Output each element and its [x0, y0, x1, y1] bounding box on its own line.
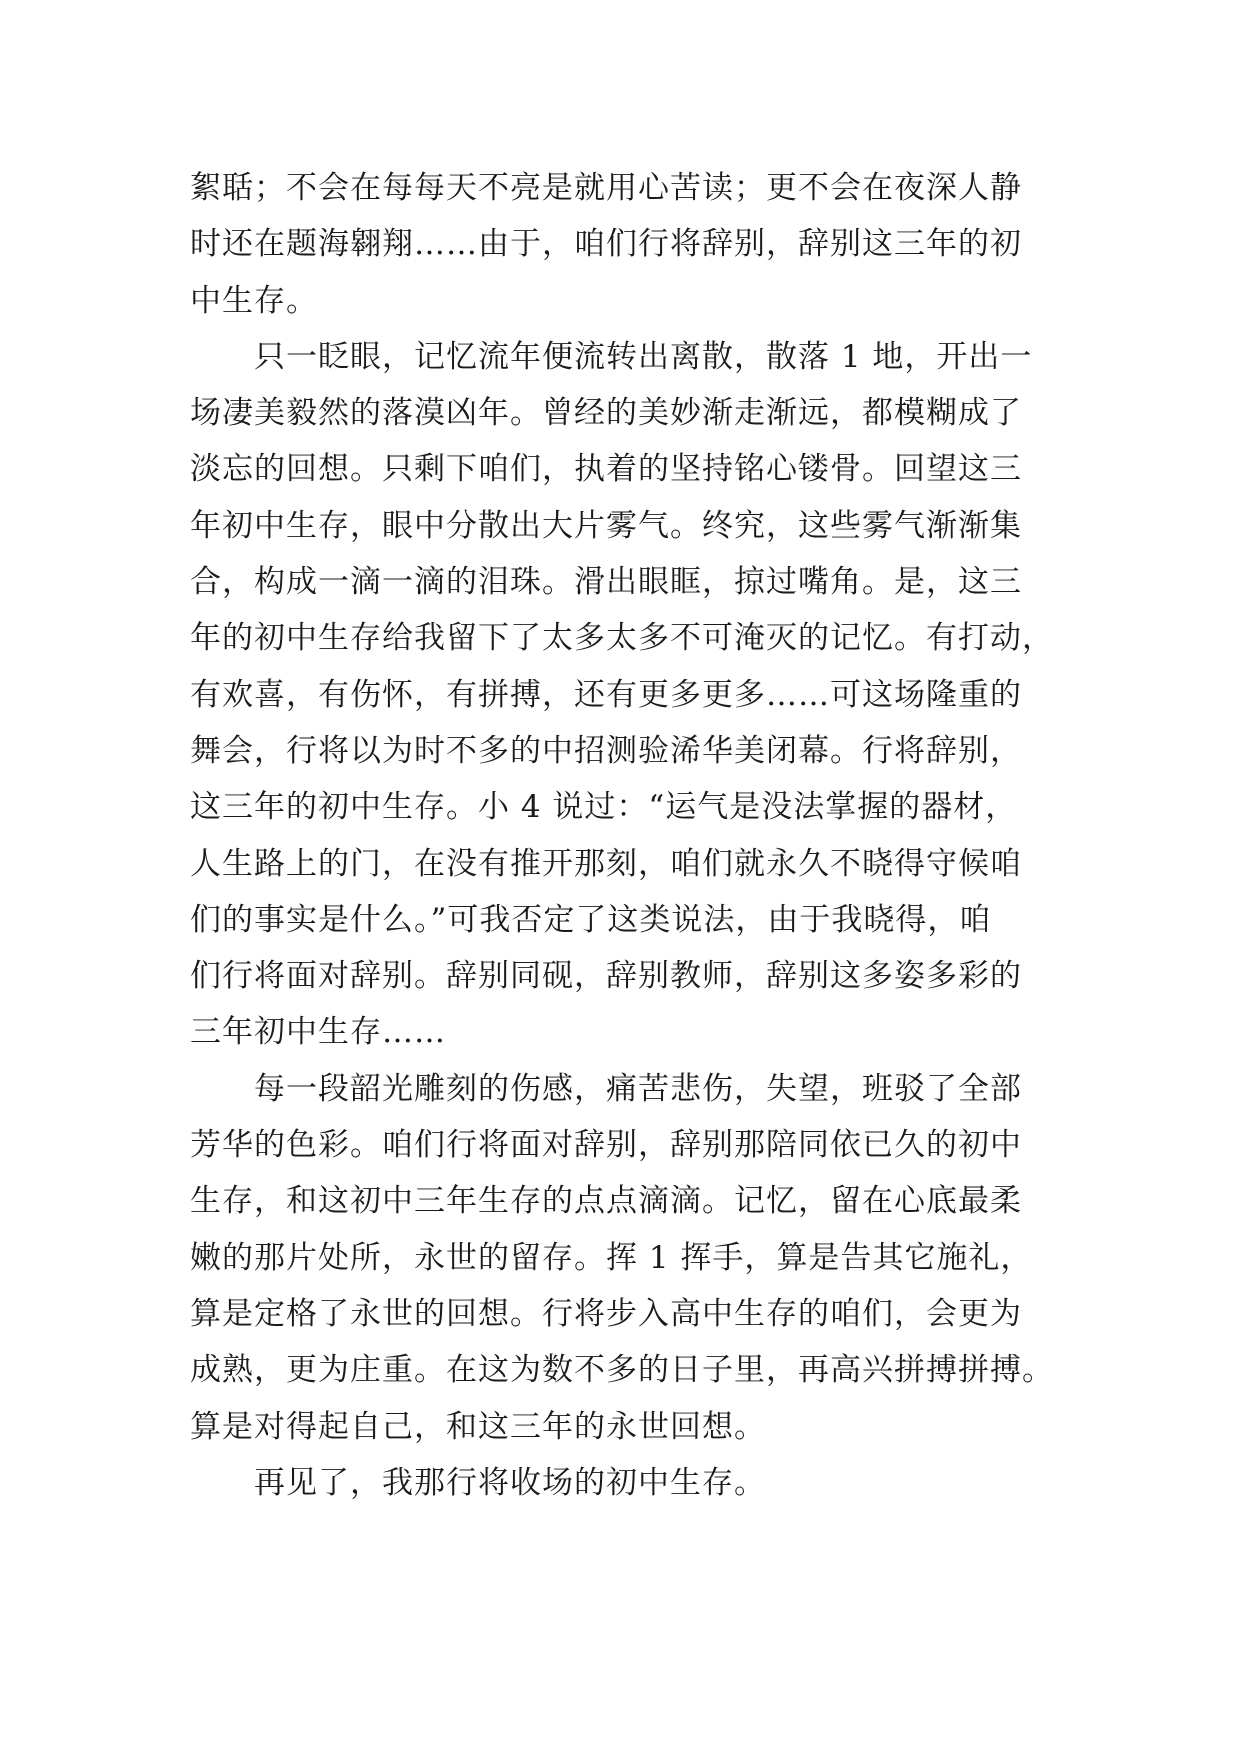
document-body [190, 160, 1062, 1511]
text-line: 时还在题海翱翔……由于，咱们行将辞别，辞别这三年的初 [190, 226, 1022, 263]
text-line: 成熟，更为庄重。在这为数不多的日子里，再高兴拼搏拼搏。 [190, 1352, 1054, 1389]
text-line: 嫩的那片处所，永世的留存。挥 1 挥手，算是告其它施礼， [190, 1239, 1033, 1276]
text-line: 场凄美毅然的落漠凶年。曾经的美妙渐走渐远，都模糊成了 [190, 395, 1022, 432]
paragraph-first-line: 只一眨眼，记忆流年便流转出离散，散落 1 地，开出一 [254, 338, 1033, 375]
text-line: 合，构成一滴一滴的泪珠。滑出眼眶，掠过嘴角。是，这三 [190, 564, 1022, 601]
text-line: 这三年的初中生存。小 4 说过：“运气是没法掌握的器材， [190, 789, 1018, 826]
text-line: 们行将面对辞别。辞别同砚，辞别教师，辞别这多姿多彩的 [190, 958, 1022, 995]
text-line: 芳华的色彩。咱们行将面对辞别，辞别那陪同依已久的初中 [190, 1127, 1022, 1164]
text-line: 人生路上的门，在没有推开那刻，咱们就永久不晓得守候咱 [190, 845, 1022, 882]
paragraph-first-line: 每一段韶光雕刻的伤感，痛苦悲伤，失望，班驳了全部 [254, 1070, 1022, 1107]
text-line: 中生存。 [190, 282, 318, 319]
text-line: 算是对得起自己，和这三年的永世回想。 [190, 1408, 766, 1445]
text-line: 生存，和这初中三年生存的点点滴滴。记忆，留在心底最柔 [190, 1183, 1022, 1220]
text-line: 三年初中生存…… [190, 1014, 446, 1051]
text-line: 淡忘的回想。只剩下咱们，执着的坚持铭心镂骨。回望这三 [190, 451, 1022, 488]
text-line: 算是定格了永世的回想。行将步入高中生存的咱们，会更为 [190, 1295, 1022, 1332]
text-line: 絮聒；不会在每每天不亮是就用心苦读；更不会在夜深人静 [190, 170, 1022, 206]
text-line: 有欢喜，有伤怀，有拼搏，还有更多更多……可这场隆重的 [190, 676, 1022, 713]
paragraph-first-line: 再见了，我那行将收场的初中生存。 [254, 1464, 766, 1501]
text-line: 年的初中生存给我留下了太多太多不可淹灭的记忆。有打动， [190, 620, 1054, 657]
text-line: 们的事实是什么。”可我否定了这类说法，由于我晓得，咱 [190, 901, 992, 938]
text-line: 年初中生存，眼中分散出大片雾气。终究，这些雾气渐渐集 [190, 507, 1022, 544]
text-line: 舞会，行将以为时不多的中招测验浠华美闭幕。行将辞别， [190, 732, 1022, 769]
